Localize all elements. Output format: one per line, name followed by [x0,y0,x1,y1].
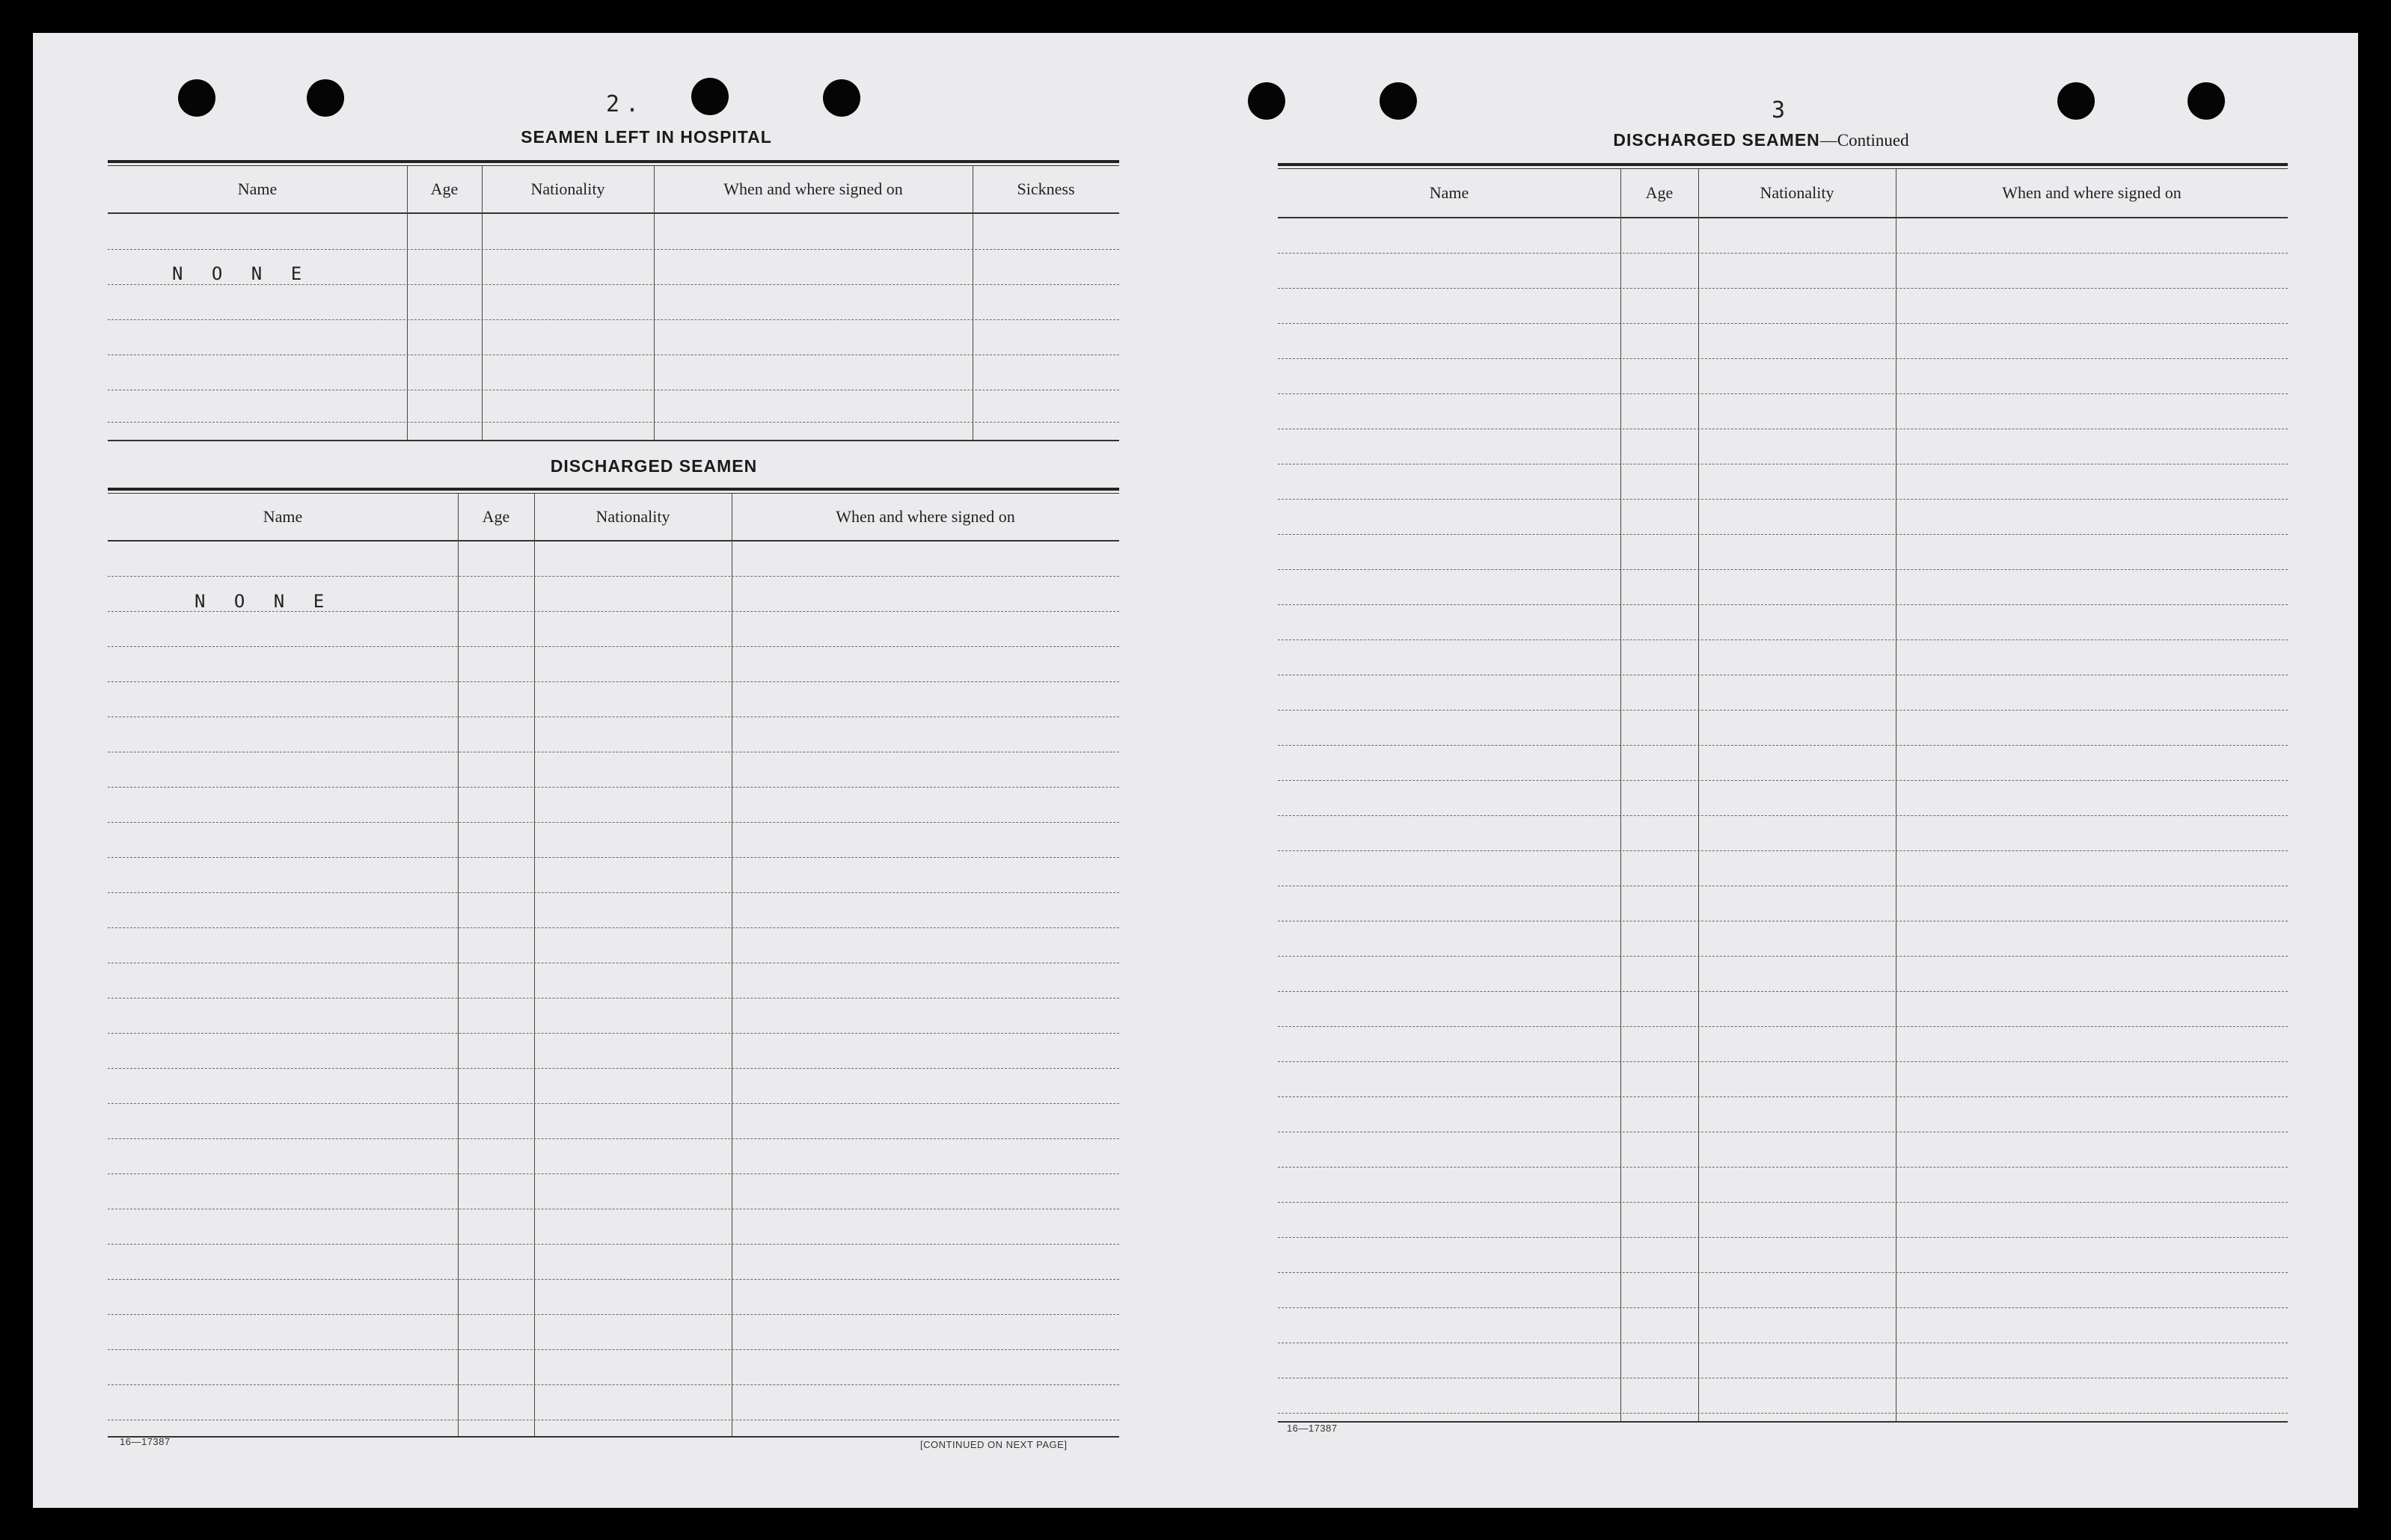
table-row-line [1278,1272,2288,1273]
table-row-line [108,787,1119,788]
table-row-line [1278,604,2288,605]
table-row-line [1278,850,2288,851]
table-row-line [108,892,1119,893]
page-number-left: 2. [606,91,646,117]
col-header-nationality: Nationality [530,180,605,198]
table-row-line [1278,745,2288,746]
table-row-line [108,681,1119,682]
table-row-line [1278,815,2288,816]
discharged-section-title: DISCHARGED SEAMEN [550,456,758,476]
table-row-line [1278,780,2288,781]
table-row-line [1278,1202,2288,1203]
table-row-line [1278,991,2288,992]
table-row-line [108,1314,1119,1315]
table-row-line [108,1138,1119,1139]
table-row-line [108,1033,1119,1034]
punch-hole [1248,82,1285,120]
punch-hole [823,79,860,117]
discharged-table-left [108,488,1119,1467]
table-row-line [1278,358,2288,359]
form-number-right: 16—17387 [1287,1423,1338,1434]
table-row-line [108,576,1119,577]
table-row-line [108,646,1119,647]
hospital-table [108,160,1119,467]
table-row-line [1278,253,2288,254]
punch-hole [2057,82,2095,120]
table-row-line [108,822,1119,823]
col-header-signed-on: When and where signed on [723,180,903,198]
table-row-line [108,1103,1119,1104]
table-row-line [1278,710,2288,711]
table-row-line [1278,639,2288,640]
table-row-line [1278,1026,2288,1027]
continued-note: [CONTINUED ON NEXT PAGE] [920,1439,1068,1450]
col-header-signed-on: When and where signed on [836,507,1015,526]
table-row-line [108,857,1119,858]
col-header-signed-on: When and where signed on [2002,183,2182,202]
col-header-age: Age [482,507,510,526]
hospital-entry-none: N O N E [172,263,311,284]
col-header-nationality: Nationality [1760,183,1834,202]
table-row-line [108,1244,1119,1245]
col-header-age: Age [430,180,459,198]
table-row-line [108,1279,1119,1280]
punch-hole [307,79,344,117]
table-row-line [108,927,1119,928]
continued-suffix: —Continued [1819,131,1909,150]
manifest-sheet [33,33,2358,1508]
page-number-right: 3 [1772,97,1792,123]
discharged-continued-title-main: DISCHARGED SEAMEN [1613,130,1820,150]
table-row-line [1278,288,2288,289]
punch-hole [178,79,215,117]
col-header-name: Name [263,507,303,526]
table-row-line [108,1068,1119,1069]
table-row-line [1278,569,2288,570]
table-row-line [1278,323,2288,324]
discharged-continued-title [1567,130,1956,150]
table-row-line [1278,1061,2288,1062]
col-header-nationality: Nationality [596,507,670,526]
table-row-line [1278,956,2288,957]
table-row-line [108,1349,1119,1350]
punch-hole [1380,82,1417,120]
punch-hole [691,78,729,115]
hospital-section-title: SEAMEN LEFT IN HOSPITAL [521,127,772,147]
table-row-line [1278,1096,2288,1097]
table-row-line [1278,1167,2288,1168]
col-header-name: Name [237,180,278,198]
discharged-table-right [1278,163,2288,1457]
col-header-sickness: Sickness [1017,180,1075,198]
table-row-line [108,1384,1119,1385]
table-row-line [1278,393,2288,394]
table-row-line [1278,534,2288,535]
col-header-age: Age [1645,183,1674,202]
form-number-left: 16—17387 [120,1436,171,1447]
col-header-name: Name [1429,183,1469,202]
table-row-line [1278,499,2288,500]
table-row-line [1278,1413,2288,1414]
discharged-entry-none: N O N E [195,591,334,612]
table-row-line [1278,1307,2288,1308]
punch-hole [2188,82,2225,120]
table-row-line [1278,1237,2288,1238]
